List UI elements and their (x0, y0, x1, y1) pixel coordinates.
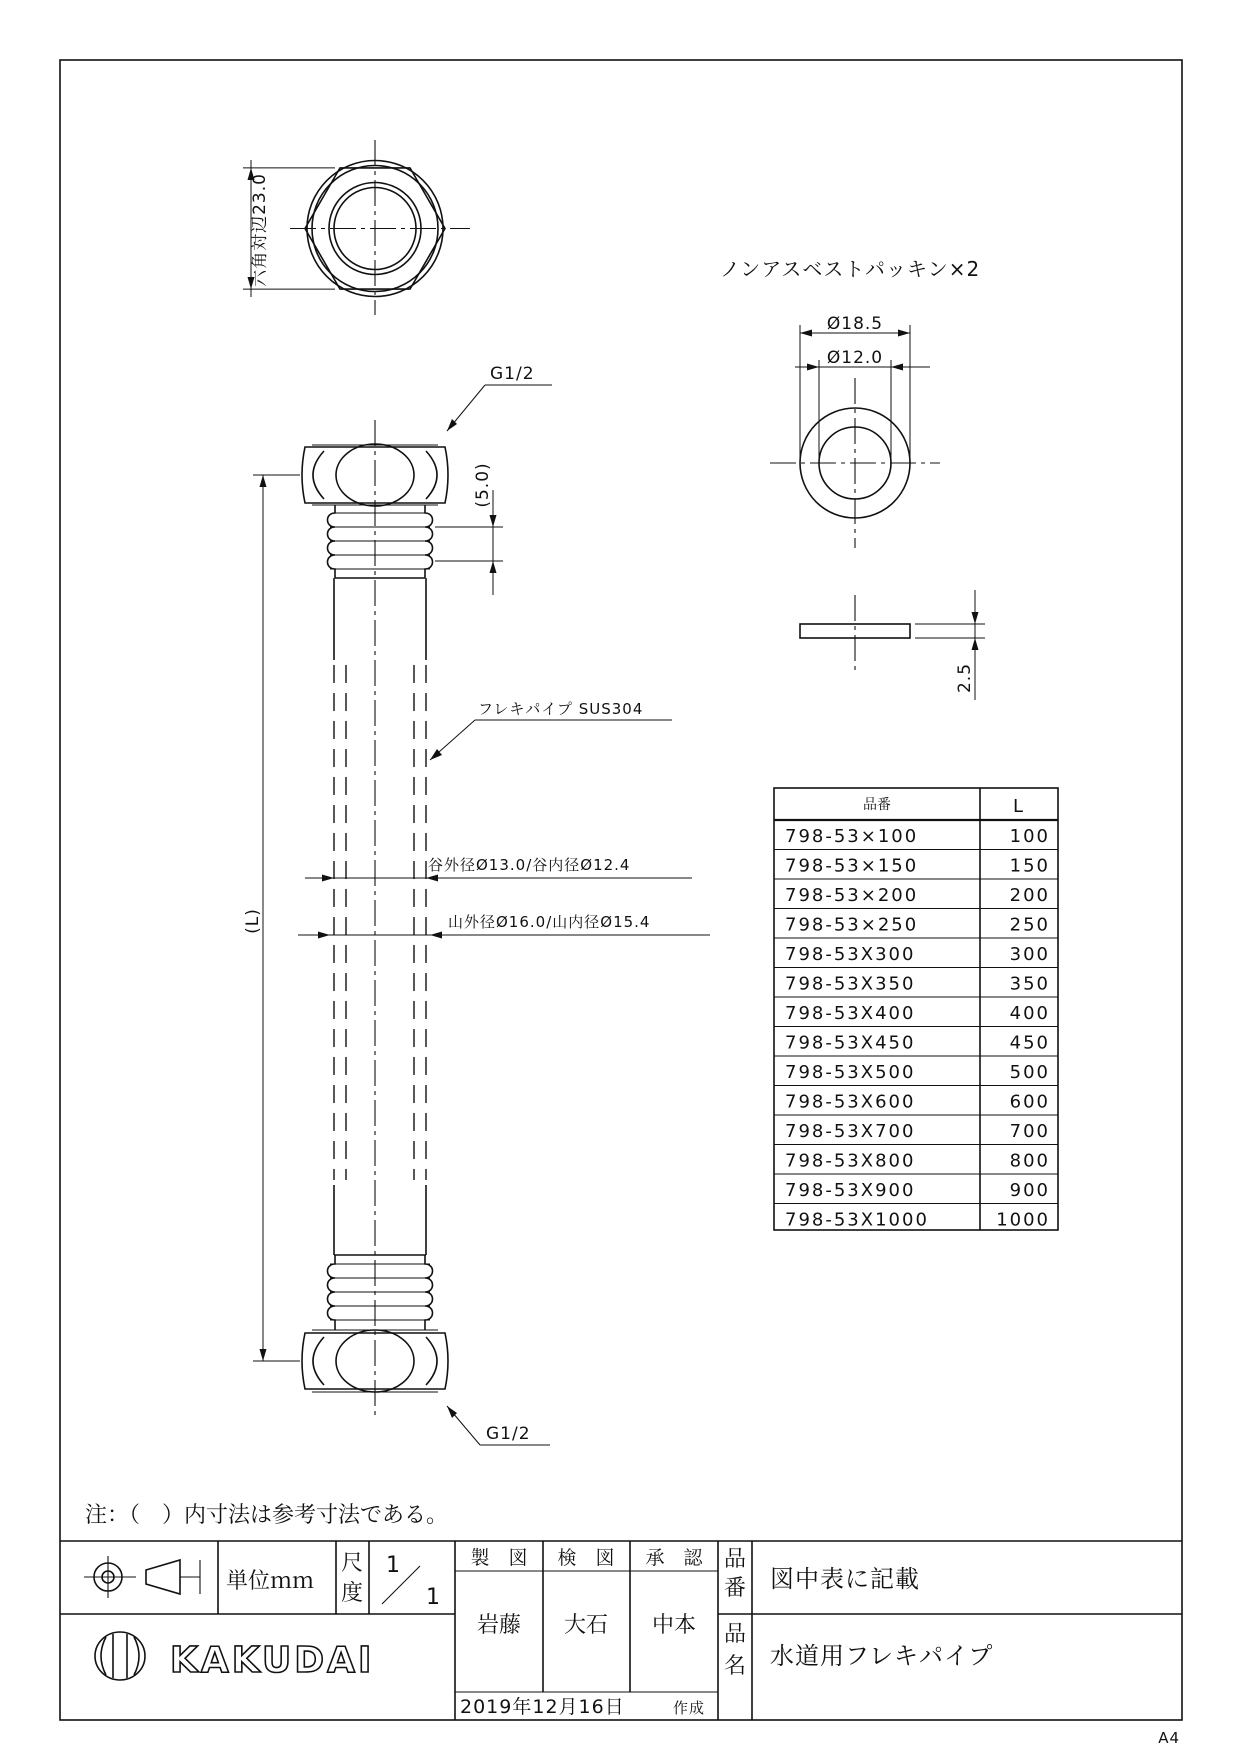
table-cell-length: 250 (1009, 914, 1050, 936)
scale-denominator: 1 (426, 1585, 440, 1610)
table-cell-length: 200 (1009, 885, 1050, 906)
packing-detail (720, 257, 985, 700)
table-cell-length: 900 (1009, 1180, 1050, 1201)
ref-dimension-5: (5.0) (473, 462, 493, 508)
table-cell-part-no: 798-53×250 (785, 914, 919, 936)
packing-outer-dia: Ø18.5 (826, 314, 884, 334)
table-cell-part-no: 798-53X350 (785, 973, 916, 995)
table-cell-length: 600 (1009, 1091, 1050, 1113)
part-name-label-1: 品 (724, 1622, 747, 1647)
hex-dimension-label: 六角対辺23.0 (250, 173, 270, 287)
pipe-material-label: フレキパイプ SUS304 (478, 700, 644, 718)
table-cell-length: 150 (1009, 855, 1050, 877)
scale-label-2: 度 (341, 1581, 364, 1606)
table-cell-part-no: 798-53X1000 (785, 1209, 929, 1231)
approved-by-label: 承 認 (645, 1547, 703, 1569)
scale-numerator: 1 (386, 1553, 400, 1578)
approved-by-name: 中本 (651, 1613, 697, 1638)
table-cell-part-no: 798-53X900 (785, 1180, 916, 1201)
table-cell-part-no: 798-53×200 (785, 885, 919, 906)
checked-by-name: 大石 (563, 1613, 609, 1638)
drawn-by-name: 岩藤 (476, 1613, 522, 1638)
thread-top-label: G1/2 (490, 364, 535, 384)
part-no-label-2: 番 (724, 1576, 747, 1601)
table-cell-length: 100 (1009, 826, 1050, 847)
crest-diameter-label: 山外径Ø16.0/山内径Ø15.4 (448, 913, 651, 931)
part-length-table (774, 788, 1058, 1231)
table-cell-length: 450 (1009, 1032, 1050, 1054)
reference-dimension-note: 注：（ ）内寸法は参考寸法である。 (85, 1503, 449, 1528)
drawn-by-label: 製 図 (470, 1547, 528, 1569)
company-name: KAKUDAI (170, 1640, 375, 1681)
table-cell-part-no: 798-53×150 (785, 855, 919, 877)
packing-inner-dia: Ø12.0 (826, 348, 884, 368)
table-cell-part-no: 798-53X450 (785, 1032, 916, 1054)
part-name-label-2: 名 (724, 1654, 747, 1679)
table-cell-part-no: 798-53X400 (785, 1003, 916, 1024)
length-label: (L) (243, 908, 263, 934)
sheet-size: A4 (1158, 1729, 1180, 1747)
table-cell-part-no: 798-53X600 (785, 1091, 916, 1113)
hex-nut-end-view (243, 140, 470, 315)
table-cell-length: 400 (1009, 1003, 1050, 1024)
unit-label: 単位ｍｍ (226, 1569, 315, 1594)
table-cell-length: 300 (1009, 944, 1050, 965)
thread-bottom-label: G1/2 (486, 1424, 531, 1444)
table-cell-part-no: 798-53X500 (785, 1062, 916, 1083)
scale-label-1: 尺 (341, 1551, 364, 1576)
table-cell-part-no: 798-53X800 (785, 1150, 916, 1172)
table-cell-length: 1000 (996, 1209, 1050, 1231)
checked-by-label: 検 図 (557, 1547, 615, 1569)
part-name-value: 水道用フレキパイプ (770, 1642, 994, 1670)
date: 2019年12月16日 (460, 1696, 625, 1718)
table-header-length: L (1012, 796, 1026, 817)
table-cell-length: 350 (1009, 973, 1050, 995)
table-cell-part-no: 798-53X300 (785, 944, 916, 965)
valley-diameter-label: 谷外径Ø13.0/谷内径Ø12.4 (428, 856, 631, 874)
table-cell-length: 500 (1009, 1062, 1050, 1083)
table-cell-length: 700 (1009, 1121, 1050, 1142)
created-label: 作成 (673, 1699, 706, 1717)
title-block (60, 1541, 1182, 1720)
table-header-part-no: 品番 (863, 797, 891, 813)
packing-thickness: 2.5 (955, 662, 975, 694)
table-cell-length: 800 (1009, 1150, 1050, 1172)
table-cell-part-no: 798-53X700 (785, 1121, 916, 1142)
part-no-label-1: 品 (724, 1547, 747, 1572)
flexible-pipe-side-view (243, 364, 710, 1445)
packing-label: ノンアスベストパッキン×2 (720, 257, 981, 281)
part-no-value: 図中表に記載 (770, 1565, 920, 1593)
projection-symbol-icon (84, 1556, 200, 1598)
kakudai-logo-icon (95, 1632, 145, 1680)
table-cell-part-no: 798-53×100 (785, 826, 919, 847)
